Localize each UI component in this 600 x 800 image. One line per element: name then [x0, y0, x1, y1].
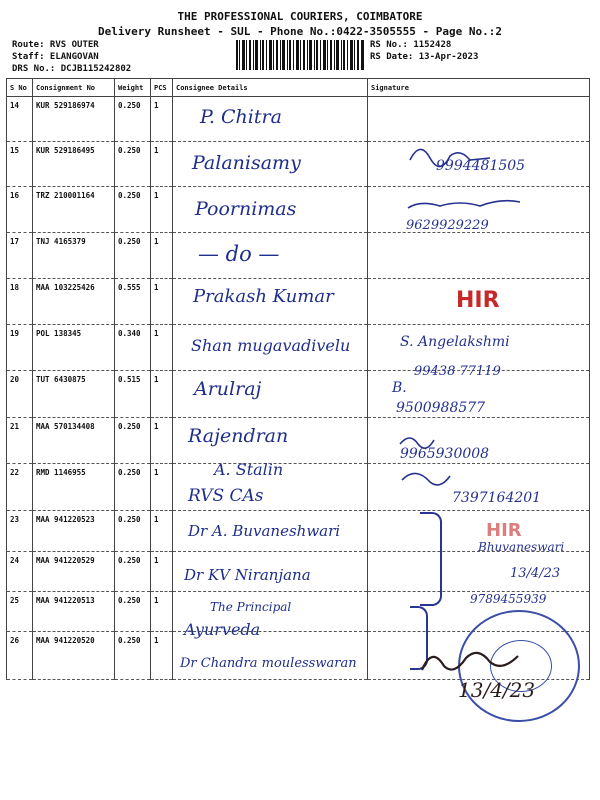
col-sno: S No: [7, 79, 33, 97]
row-weight: 0.250: [115, 464, 151, 511]
row-consignment: MAA 570134408: [33, 418, 115, 464]
col-consignment: Consignment No: [33, 79, 115, 97]
table-row: [7, 233, 590, 279]
row-consignment: MAA 103225426: [33, 279, 115, 325]
row-weight: 0.250: [115, 187, 151, 233]
row-sno: 26: [7, 632, 33, 680]
signature-name: S. Angelakshmi: [400, 334, 510, 350]
row-consignment: TNJ 4165379: [33, 233, 115, 279]
route-label: Route: RVS OUTER: [12, 40, 99, 50]
row-sno: 16: [7, 187, 33, 233]
rs-number: RS No.: 1152428: [370, 40, 452, 50]
row-weight: 0.250: [115, 142, 151, 187]
row-sno: 18: [7, 279, 33, 325]
row-consignment: KUR 529186495: [33, 142, 115, 187]
row-weight: 0.515: [115, 371, 151, 418]
row-consignment: MAA 941220513: [33, 592, 115, 632]
signature-phone: 9789455939: [470, 592, 547, 606]
consignee-handwriting: Poornimas: [195, 198, 297, 220]
signature-scribble: [380, 130, 540, 230]
consignee-handwriting: A. Stalin: [214, 460, 284, 479]
row-pcs: 1: [151, 97, 173, 142]
row-sno: 23: [7, 511, 33, 552]
row-weight: 0.340: [115, 325, 151, 371]
consignee-handwriting: Dr KV Niranjana: [184, 566, 311, 584]
row-pcs: 1: [151, 632, 173, 680]
row-weight: 0.250: [115, 511, 151, 552]
signature-phone: 99438 77119: [414, 364, 501, 379]
consignee-handwriting: Rajendran: [188, 425, 289, 447]
consignee-handwriting: RVS CAs: [188, 486, 264, 506]
row-consignment: TUT 6430875: [33, 371, 115, 418]
row-weight: 0.250: [115, 97, 151, 142]
row-consignment: RMD 1146955: [33, 464, 115, 511]
row-pcs: 1: [151, 418, 173, 464]
row-sno: 22: [7, 464, 33, 511]
rs-date: RS Date: 13-Apr-2023: [370, 52, 479, 62]
consignee-handwriting: Arulraj: [194, 378, 262, 400]
row-sno: 19: [7, 325, 33, 371]
signature-mark: HIR: [456, 288, 500, 313]
bracket-mark: [420, 512, 442, 606]
drs-number: DRS No.: DCJB115242802: [12, 64, 132, 74]
consignee-handwriting: Dr A. Buvaneshwari: [188, 522, 341, 540]
row-pcs: 1: [151, 142, 173, 187]
row-weight: 0.250: [115, 632, 151, 680]
row-sno: 15: [7, 142, 33, 187]
runsheet-subtitle: Delivery Runsheet - SUL - Phone No.:0422-3505555 - Page No.:2: [98, 25, 502, 38]
row-pcs: 1: [151, 187, 173, 233]
col-pcs: PCS: [151, 79, 173, 97]
row-sno: 24: [7, 552, 33, 592]
row-pcs: 1: [151, 371, 173, 418]
row-pcs: 1: [151, 233, 173, 279]
consignee-handwriting: — do —: [198, 242, 280, 266]
row-consignment: MAA 941220523: [33, 511, 115, 552]
row-pcs: 1: [151, 592, 173, 632]
consignee-handwriting: The Principal: [210, 600, 292, 614]
signature-mark: B.: [392, 380, 407, 396]
row-consignment: MAA 941220529: [33, 552, 115, 592]
consignee-handwriting: Dr Chandra moulesswaran: [180, 656, 357, 671]
signature-name: Bhuvaneswari: [478, 540, 565, 554]
company-title: THE PROFESSIONAL COURIERS, COIMBATORE: [177, 10, 423, 23]
row-pcs: 1: [151, 552, 173, 592]
signature-phone: 9965930008: [400, 446, 490, 462]
row-signature: [368, 233, 590, 279]
signature-scribble: [418, 640, 538, 680]
consignee-handwriting: Prakash Kumar: [193, 286, 334, 307]
row-weight: 0.250: [115, 418, 151, 464]
barcode: [236, 40, 364, 70]
row-sno: 14: [7, 97, 33, 142]
table-header-row: [7, 79, 590, 97]
row-pcs: 1: [151, 279, 173, 325]
row-sno: 21: [7, 418, 33, 464]
signature-scribble: [396, 430, 536, 500]
signature-date: 13/4/23: [458, 678, 536, 702]
signature-phone: 9994481505: [436, 158, 526, 174]
row-consignment: POL 138345: [33, 325, 115, 371]
row-sno: 20: [7, 371, 33, 418]
col-signature: Signature: [368, 79, 590, 97]
col-weight: Weight: [115, 79, 151, 97]
row-weight: 0.250: [115, 552, 151, 592]
row-weight: 0.250: [115, 592, 151, 632]
signature-mark: HIR: [486, 520, 522, 541]
consignee-handwriting: P. Chitra: [200, 106, 282, 128]
table-row: [7, 371, 590, 418]
row-weight: 0.555: [115, 279, 151, 325]
consignee-handwriting: Ayurveda: [184, 620, 261, 639]
row-sno: 25: [7, 592, 33, 632]
col-consignee: Consignee Details: [173, 79, 368, 97]
consignee-handwriting: Shan mugavadivelu: [191, 336, 351, 355]
row-sno: 17: [7, 233, 33, 279]
row-pcs: 1: [151, 464, 173, 511]
row-weight: 0.250: [115, 233, 151, 279]
signature-phone: 7397164201: [452, 490, 542, 506]
row-consignment: MAA 941220520: [33, 632, 115, 680]
row-consignment: KUR 529186974: [33, 97, 115, 142]
consignee-handwriting: Palanisamy: [192, 152, 301, 174]
row-consignment: TRZ 210001164: [33, 187, 115, 233]
row-pcs: 1: [151, 511, 173, 552]
signature-date: 13/4/23: [510, 566, 561, 581]
row-pcs: 1: [151, 325, 173, 371]
staff-label: Staff: ELANGOVAN: [12, 52, 99, 62]
signature-phone: 9629929229: [406, 218, 489, 233]
signature-phone: 9500988577: [396, 400, 486, 416]
